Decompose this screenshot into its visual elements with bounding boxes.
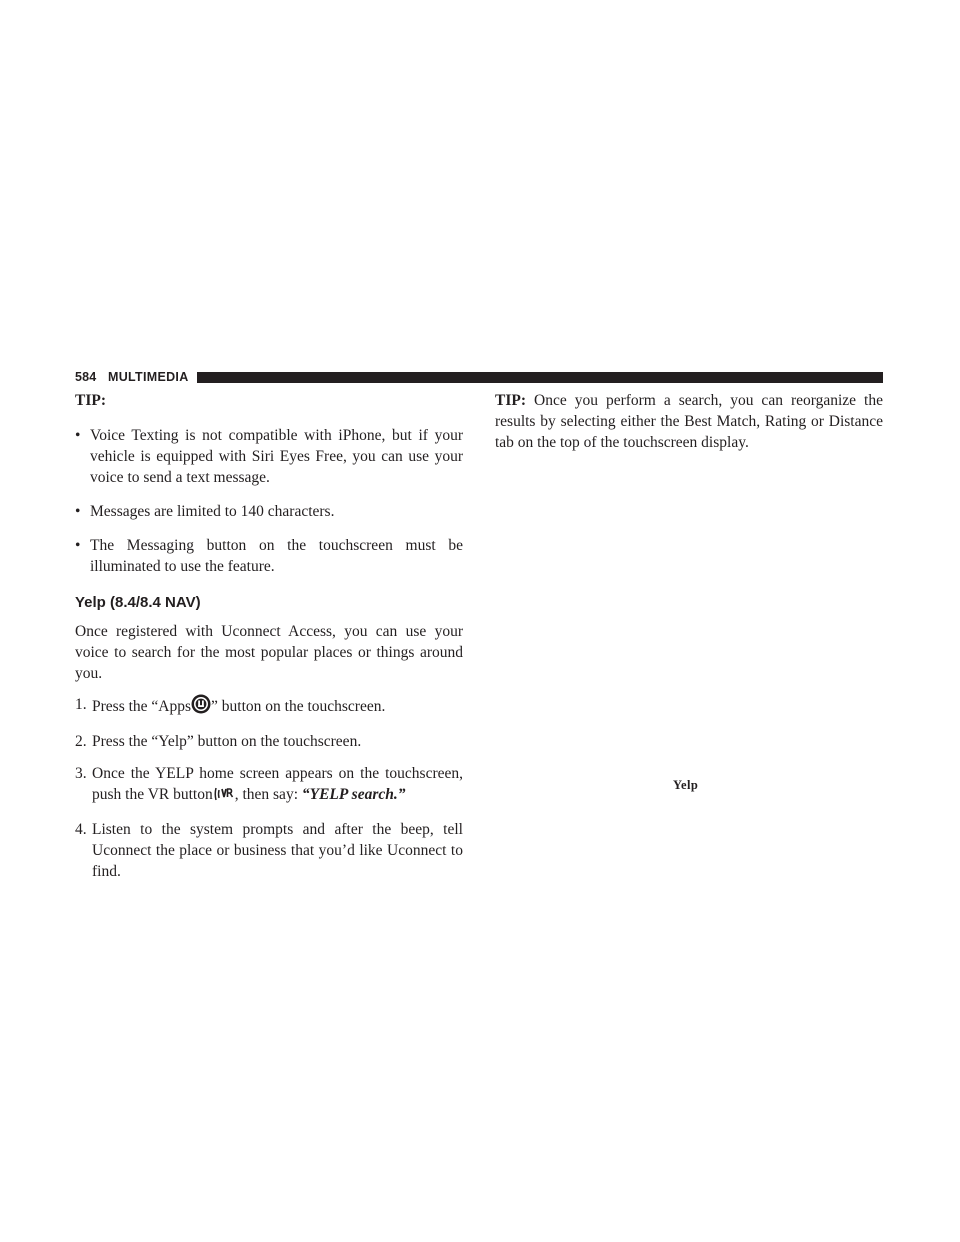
list-item: • Voice Texting is not compatible with iPhone, but if your vehicle is equipped with Siri Eyes Free, you can use your voice to send a text message.: [75, 427, 463, 486]
list-item: • Messages are limited to 140 characters.: [75, 503, 335, 520]
tip-bullet-list: [75, 425, 463, 577]
section-heading: Yelp (8.4/8.4 NAV): [75, 594, 201, 611]
bullet-icon: •: [75, 503, 81, 520]
step-item: 3. Once the YELP home screen appears on the touchscreen, push the VR button , then say: “YELP search.”: [75, 763, 463, 808]
step-item: 1. Press the “Apps ” button on the touchscreen.: [75, 694, 463, 720]
step-number: 1.: [75, 696, 87, 713]
figure-placeholder: [495, 470, 883, 770]
step-number: 2.: [75, 733, 87, 750]
page-number: 584: [75, 370, 97, 384]
step-item: 4. Listen to the system prompts and after the beep, tell Uconnect the place or business that you’d like Uconnect to find.: [75, 821, 463, 880]
page-header: [75, 370, 883, 384]
left-column: [75, 390, 463, 893]
step-item: 2. Press the “Yelp” button on the touchscreen.: [75, 733, 362, 750]
voice-command: “YELP search.”: [301, 786, 406, 803]
step-number: 3.: [75, 765, 87, 782]
figure-caption: Yelp: [673, 778, 699, 792]
step-number: 4.: [75, 821, 87, 838]
intro-paragraph: Once registered with Uconnect Access, you can use your voice to search for the most popular places or things around you.: [75, 623, 463, 682]
voice-recognition-icon: [213, 786, 235, 808]
header-rule: [197, 372, 883, 383]
tip-label: TIP:: [75, 392, 106, 409]
list-item: • The Messaging button on the touchscreen must be illuminated to use the feature.: [75, 537, 463, 575]
tip-label: TIP:: [495, 392, 526, 409]
right-column: [495, 390, 883, 453]
bullet-icon: •: [75, 537, 81, 554]
bullet-icon: •: [75, 427, 81, 444]
steps-list: [75, 694, 463, 882]
tip-paragraph: TIP: Once you perform a search, you can reorganize the results by selecting either the Best Match, Rating or Distance tab on the top of the touchscreen display.: [495, 392, 883, 451]
section-title: MULTIMEDIA: [108, 370, 189, 384]
apps-icon: [191, 694, 211, 720]
